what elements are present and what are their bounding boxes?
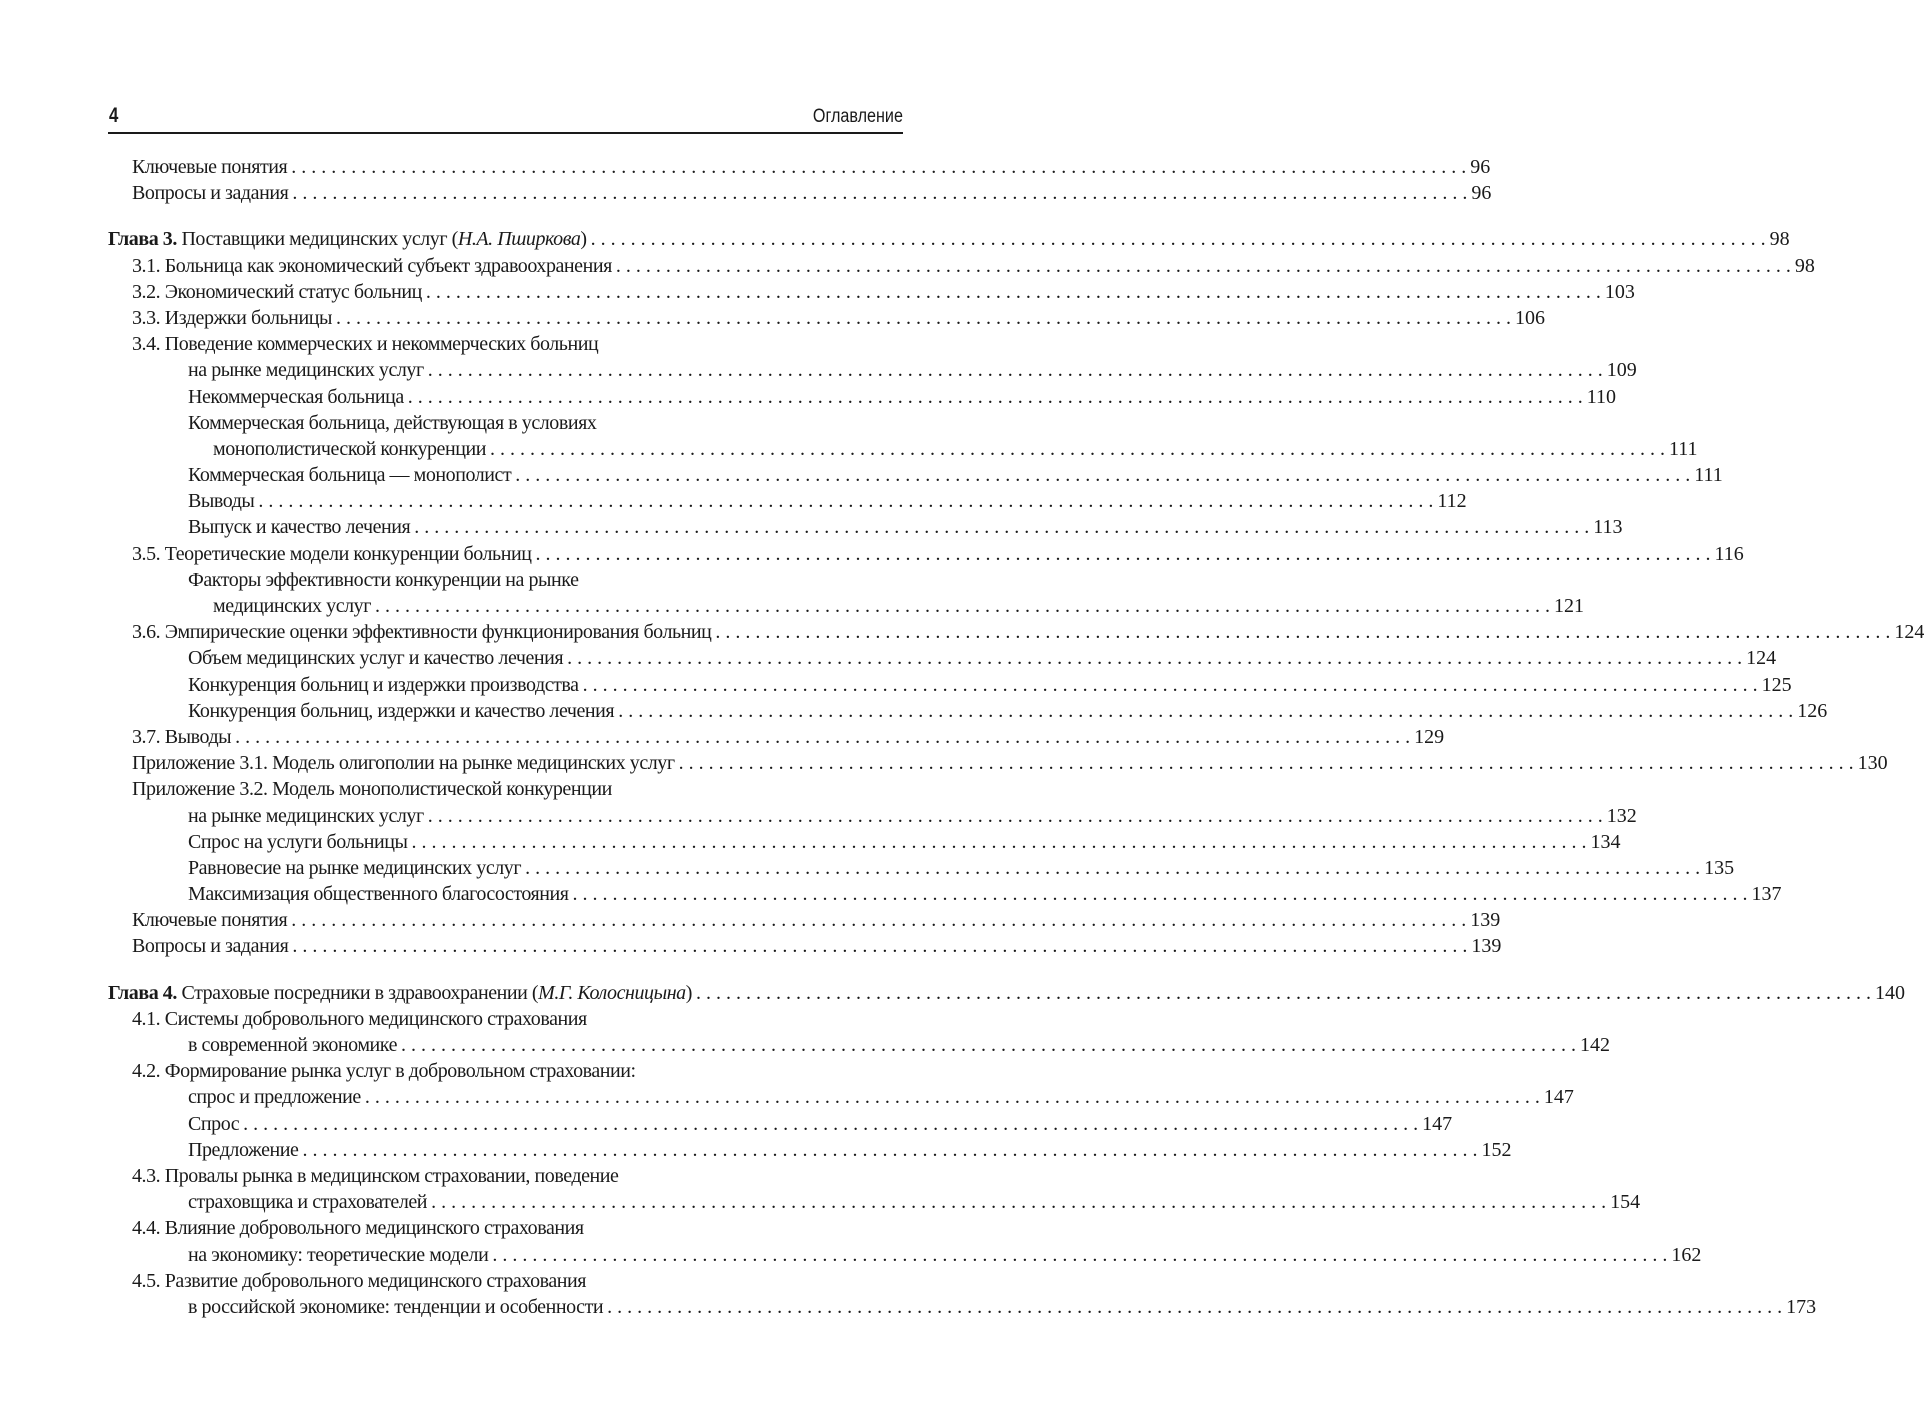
chapter-author: М.Г. Колосницына	[538, 981, 686, 1004]
page-ref: 152	[1481, 1138, 1512, 1161]
entry-title	[188, 855, 521, 881]
page-number: 4	[109, 104, 119, 127]
entry-title	[188, 672, 579, 698]
entry-title	[132, 907, 287, 933]
entry-text: Факторы эффективности конкуренции на рынке	[188, 568, 579, 591]
dot-leader	[408, 384, 1583, 410]
page-ref: 134	[1590, 830, 1621, 853]
page-ref: 173	[1786, 1295, 1817, 1318]
page-ref: 132	[1606, 804, 1637, 827]
dot-leader	[567, 645, 1742, 671]
entry-title	[188, 881, 569, 907]
toc-entry[interactable]	[108, 253, 1815, 279]
entry-title	[132, 1006, 587, 1032]
entry-title	[188, 645, 563, 671]
toc-entry[interactable]	[108, 1084, 1574, 1110]
entry-title	[132, 154, 287, 180]
entry-text: 3.3. Издержки больницы	[132, 306, 332, 329]
page-ref: 147	[1422, 1112, 1453, 1135]
dot-leader	[292, 933, 1467, 959]
entry-text: Вопросы и задания	[132, 182, 289, 205]
entry-title	[188, 384, 404, 410]
dot-leader	[583, 672, 1758, 698]
page-ref: 98	[1769, 228, 1790, 251]
entry-text: монополистической конкуренции	[213, 437, 486, 460]
entry-text: Спрос на услуги больницы	[188, 830, 408, 853]
toc-entry[interactable]	[108, 698, 1828, 724]
page-ref: 142	[1580, 1034, 1610, 1056]
entry-title	[132, 180, 288, 206]
entry-text-tail: )	[580, 228, 587, 251]
toc-entry[interactable]	[108, 410, 983, 436]
entry-text: Выпуск и качество лечения	[188, 516, 411, 539]
page-ref: 113	[1593, 516, 1623, 539]
entry-title	[188, 1137, 298, 1163]
entry-text: Страховые посредники в здравоохранении (	[176, 981, 539, 1004]
entry-title	[188, 1189, 427, 1215]
toc-entry[interactable]	[108, 1137, 1512, 1163]
page-ref: 106	[1514, 306, 1545, 329]
entry-text: Приложение 3.2. Модель монополистической конкуренции	[132, 778, 612, 801]
page-ref: 125	[1761, 673, 1792, 696]
entry-title	[132, 541, 531, 567]
dot-leader	[591, 226, 1766, 252]
toc-entry[interactable]	[108, 1006, 927, 1032]
toc-entry[interactable]	[108, 357, 1637, 383]
entry-text: Коммерческая больница, действующая в условиях	[188, 411, 597, 434]
toc-entry[interactable]	[108, 907, 1501, 933]
entry-title	[188, 514, 410, 540]
toc-entry[interactable]	[108, 933, 1502, 959]
dot-leader	[336, 305, 1511, 331]
entry-text: Объем медицинских услуг и качество лечения	[188, 647, 564, 670]
entry-title	[108, 980, 692, 1006]
page-ref: 139	[1471, 935, 1502, 958]
toc-entry[interactable]	[108, 672, 1792, 698]
toc-entry[interactable]	[108, 724, 1445, 750]
toc-entry[interactable]	[108, 1111, 1453, 1137]
toc-entry[interactable]	[108, 279, 1635, 305]
dot-leader	[607, 1294, 1782, 1320]
entry-title	[188, 567, 579, 593]
entry-title	[132, 1163, 618, 1189]
toc-entry[interactable]	[108, 305, 1545, 331]
dot-leader	[426, 279, 1601, 305]
entry-title	[188, 1032, 397, 1058]
entry-title	[188, 829, 408, 855]
toc-entry[interactable]	[108, 750, 1888, 776]
toc-entry[interactable]	[108, 1242, 1702, 1268]
page-ref: 96	[1470, 156, 1491, 178]
chapter-label: Глава 4.	[108, 981, 177, 1004]
entry-text: Некоммерческая больница	[188, 385, 404, 408]
toc-entry[interactable]	[108, 1163, 927, 1189]
page-ref: 109	[1606, 359, 1637, 382]
entry-title	[188, 410, 596, 436]
toc-entry[interactable]	[108, 1032, 1610, 1058]
page-ref: 130	[1857, 752, 1888, 775]
toc-entry[interactable]	[108, 881, 1782, 907]
entry-text: 3.7. Выводы	[132, 725, 232, 748]
dot-leader	[291, 154, 1466, 180]
dot-leader	[291, 907, 1466, 933]
entry-text: 4.5. Развитие добровольного медицинского страхования	[132, 1269, 587, 1292]
entry-title	[188, 698, 614, 724]
entry-title	[132, 724, 231, 750]
page-ref: 140	[1874, 981, 1905, 1004]
entry-title	[188, 1084, 361, 1110]
page-ref: 98	[1794, 254, 1815, 277]
page-ref: 137	[1751, 883, 1782, 906]
page-ref: 129	[1414, 725, 1445, 748]
entry-text: 4.3. Провалы рынка в медицинском страховании, поведение	[132, 1164, 619, 1187]
dot-leader	[492, 1242, 1667, 1268]
entry-text: Максимизация общественного благосостояния	[188, 883, 569, 906]
page-ref: 111	[1669, 437, 1698, 460]
page-ref: 110	[1586, 385, 1617, 408]
dot-leader	[414, 514, 1589, 540]
entry-text: в российской экономике: тенденции и особенности	[188, 1295, 604, 1318]
entry-title	[132, 331, 598, 357]
entry-text: спрос и предложение	[188, 1086, 361, 1109]
dot-leader	[573, 881, 1748, 907]
entry-title	[188, 462, 511, 488]
dot-leader	[715, 619, 1890, 645]
dot-leader	[428, 803, 1603, 829]
entry-title	[132, 1215, 584, 1241]
page-ref: 111	[1694, 464, 1723, 487]
dot-leader	[243, 1111, 1418, 1137]
toc-entry[interactable]	[108, 829, 1621, 855]
entry-title	[188, 1294, 603, 1320]
entry-text: на рынке медицинских услуг	[188, 804, 424, 827]
toc-chapter-entry[interactable]	[108, 226, 1790, 252]
entry-title	[213, 436, 486, 462]
chapter-author: Н.А. Пширкова	[457, 228, 581, 251]
entry-title	[188, 803, 424, 829]
dot-leader	[431, 1189, 1606, 1215]
entry-text: Ключевые понятия	[132, 156, 288, 178]
entry-text: Выводы	[188, 490, 255, 513]
entry-title	[188, 1242, 488, 1268]
dot-leader	[535, 541, 1710, 567]
toc-entry[interactable]	[108, 1294, 1817, 1320]
dot-leader	[365, 1084, 1540, 1110]
entry-text: Приложение 3.1. Модель олигополии на рынке медицинских услуг	[132, 752, 675, 775]
dot-leader	[235, 724, 1410, 750]
toc-entry[interactable]	[108, 331, 927, 357]
toc-entry[interactable]	[108, 436, 1698, 462]
chapter-label: Глава 3.	[108, 228, 177, 251]
entry-title	[188, 1111, 239, 1137]
dot-leader	[412, 829, 1587, 855]
toc-entry[interactable]	[108, 488, 1467, 514]
entry-title	[132, 305, 332, 331]
toc-entry[interactable]	[108, 619, 1924, 645]
entry-title	[213, 593, 371, 619]
entry-title	[108, 226, 587, 252]
entry-text: 4.1. Системы добровольного медицинского страхования	[132, 1007, 587, 1030]
table-of-contents	[0, 154, 1924, 1320]
dot-leader	[375, 593, 1550, 619]
entry-text: 3.5. Теоретические модели конкуренции больниц	[132, 542, 532, 565]
toc-entry[interactable]	[108, 645, 1777, 671]
dot-leader	[302, 1137, 1477, 1163]
page-ref: 121	[1553, 595, 1584, 617]
dot-leader	[618, 698, 1793, 724]
dot-leader	[525, 855, 1700, 881]
toc-chapter-entry[interactable]	[108, 980, 1905, 1006]
page-ref: 162	[1671, 1243, 1702, 1266]
entry-text: Спрос	[188, 1112, 240, 1135]
entry-text: в современной экономике	[188, 1034, 397, 1056]
page-ref: 154	[1610, 1191, 1641, 1214]
entry-title	[132, 1058, 636, 1084]
toc-entry[interactable]	[108, 776, 927, 802]
entry-text: 3.6. Эмпирические оценки эффективности функционирования больниц	[132, 621, 712, 644]
page-ref: 112	[1437, 490, 1467, 513]
page-ref: 139	[1470, 909, 1501, 932]
toc-entry[interactable]	[108, 855, 1735, 881]
entry-title	[188, 488, 254, 514]
entry-text: 3.4. Поведение коммерческих и некоммерческих больниц	[132, 333, 599, 356]
dot-leader	[401, 1032, 1576, 1058]
entry-text: медицинских услуг	[213, 595, 371, 617]
dot-leader	[490, 436, 1665, 462]
dot-leader	[679, 750, 1854, 776]
page-ref: 116	[1714, 542, 1744, 565]
page-ref: 96	[1471, 182, 1492, 205]
entry-title	[188, 357, 424, 383]
toc-entry[interactable]	[108, 803, 1637, 829]
dot-leader	[515, 462, 1690, 488]
entry-text: 3.1. Больница как экономический субъект здравоохранения	[132, 254, 612, 277]
toc-entry[interactable]	[108, 1215, 927, 1241]
entry-text: Конкуренция больниц и издержки производства	[188, 673, 579, 696]
dot-leader	[292, 180, 1467, 206]
toc-entry[interactable]	[108, 1189, 1641, 1215]
entry-title	[132, 619, 711, 645]
entry-text: Поставщики медицинских услуг (	[176, 228, 458, 251]
entry-title	[132, 253, 612, 279]
toc-entry[interactable]	[108, 1268, 927, 1294]
header-rule	[108, 132, 903, 134]
toc-entry[interactable]	[108, 541, 1744, 567]
entry-title	[132, 776, 612, 802]
page-ref: 135	[1704, 856, 1735, 879]
entry-text: страховщика и страхователей	[188, 1191, 428, 1214]
entry-title	[132, 1268, 586, 1294]
toc-entry[interactable]	[108, 514, 1623, 540]
entry-text: 4.2. Формирование рынка услуг в добровольном страховании:	[132, 1060, 636, 1083]
entry-text: Коммерческая больница — монополист	[188, 464, 512, 487]
page-ref: 103	[1604, 280, 1635, 303]
entry-text: Конкуренция больниц, издержки и качество лечения	[188, 699, 615, 722]
page-ref: 147	[1543, 1086, 1574, 1109]
entry-text: Ключевые понятия	[132, 909, 288, 932]
entry-text: Предложение	[188, 1138, 299, 1161]
entry-text: 4.4. Влияние добровольного медицинского страхования	[132, 1217, 584, 1240]
entry-title	[132, 750, 675, 776]
entry-text: на экономику: теоретические модели	[188, 1243, 489, 1266]
dot-leader	[616, 253, 1791, 279]
entry-text: Равновесие на рынке медицинских услуг	[188, 856, 522, 879]
page-ref: 126	[1797, 699, 1828, 722]
toc-entry[interactable]	[108, 180, 1492, 206]
entry-title	[132, 279, 422, 305]
entry-text: Вопросы и задания	[132, 935, 289, 958]
running-title: Оглавление	[812, 106, 903, 127]
toc-entry[interactable]	[108, 384, 1617, 410]
toc-entry[interactable]	[108, 154, 1491, 180]
toc-entry[interactable]	[108, 567, 983, 593]
page-ref: 124	[1894, 621, 1924, 644]
page-ref: 124	[1746, 647, 1777, 670]
toc-entry[interactable]	[108, 1058, 927, 1084]
entry-text: на рынке медицинских услуг	[188, 359, 424, 382]
dot-leader	[428, 357, 1603, 383]
toc-entry[interactable]	[108, 462, 1723, 488]
dot-leader	[258, 488, 1433, 514]
entry-text: 3.2. Экономический статус больниц	[132, 280, 422, 303]
entry-text-tail: )	[685, 981, 692, 1004]
dot-leader	[696, 980, 1871, 1006]
entry-title	[132, 933, 288, 959]
toc-entry[interactable]	[108, 593, 1584, 619]
